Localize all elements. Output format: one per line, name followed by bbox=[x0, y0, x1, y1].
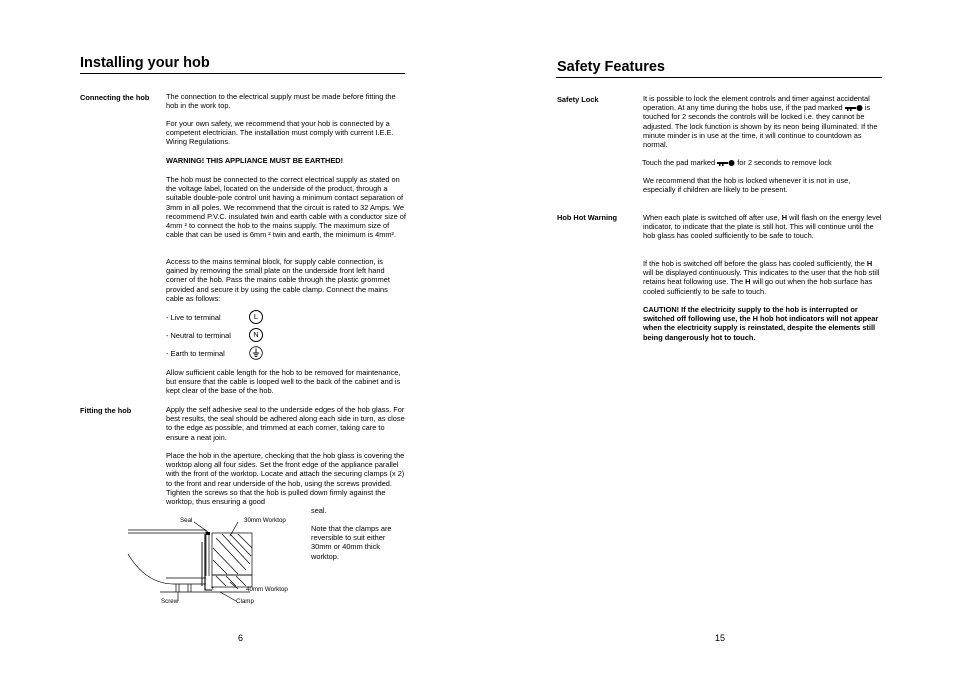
hob-hot-paragraph-1 bbox=[643, 213, 883, 241]
safety-lock-paragraph-2 bbox=[642, 158, 882, 167]
page-number: 6 bbox=[238, 633, 244, 643]
connecting-paragraph-5: Allow sufficient cable length for the hob to be removed for maintenance, but ensure that the cable is looped well to the back of the cabinet and is kept clear of the base of the hob. bbox=[166, 368, 401, 396]
hob-hot-paragraph-2 bbox=[643, 259, 883, 296]
svg-text:±: ± bbox=[211, 586, 214, 592]
connecting-paragraph-3: The hob must be connected to the correct electrical supply as stated on the voltage label, located on the underside of the product, through a suitable double-pole control unit having a minimum contact separation of 3mm in all poles. We recommend that the circuit is rated to 32 Amps. We recommend P.V.C. insulated twin and earth cable with a conductor size of 4mm ² to connect the hob to the mains supply. The maximum size of cable that can be used is 6mm ² twin and earth, the minimum is 4mm². bbox=[166, 175, 406, 240]
fitting-paragraph-2-end: seal. bbox=[311, 506, 327, 515]
hob-hot-p2-text-a: If the hob is switched off before the glass has cooled sufficiently, the bbox=[643, 259, 865, 268]
diagram-label-screw: Screw bbox=[161, 598, 179, 605]
hob-hot-p2-text-c: will go out when the hob surface has cooled sufficiently to be safe to touch. bbox=[643, 277, 873, 296]
caution-text: CAUTION! If the electricity supply to the hob is interrupted or switched off following use, the H hob hot indicators will not appear when the electricity supply is reinstated, despite the elements still being dangerously hot to touch. bbox=[643, 305, 879, 342]
connecting-paragraph-4: Access to the mains terminal block, for supply cable connection, is gained by removing the small plate on the underside front left hand corner of the hob. Pass the mains cable through the plastic grommet provided and secure it by using the cable clamp. Connect the mains cable as follows: bbox=[166, 257, 390, 303]
earth-icon bbox=[249, 346, 263, 360]
diagram-label-seal: Seal bbox=[180, 517, 193, 524]
terminal-earth-text: - Earth to terminal bbox=[166, 349, 225, 358]
section-label-fitting: Fitting the hob bbox=[80, 406, 132, 415]
section-label-connecting: Connecting the hob bbox=[80, 93, 150, 102]
fitting-paragraph-2: Place the hob in the aperture, checking that the hob glass is covering the worktop along all four sides. Set the front edge of the appliance parallel with the front of the worktop. Locate and attach the securing clamps (x 2) to the front and rear underside of the hob, using the screws provided. Tighten the screws so that the hob is pulled down firmly against the worktop, thus ensuring a good bbox=[166, 451, 405, 507]
hob-hot-p2-text-b: will be displayed continuously. This indicates to the user that the hob still retains heat following use. The bbox=[643, 268, 880, 287]
page-number: 15 bbox=[715, 633, 726, 643]
hob-hot-h: H bbox=[745, 277, 751, 287]
earth-warning: WARNING! THIS APPLIANCE MUST BE EARTHED! bbox=[166, 156, 344, 165]
title-rule bbox=[556, 77, 882, 78]
diagram-label-40mm-worktop: 40mm Worktop bbox=[246, 586, 288, 593]
connecting-paragraph-1: The connection to the electrical supply must be made before fitting the hob in the work top. bbox=[166, 92, 396, 111]
page-title: Safety Features bbox=[557, 59, 665, 75]
key-icon bbox=[845, 105, 863, 111]
title-rule bbox=[80, 73, 405, 74]
hob-hot-text-b: will flash on the energy level indicator, to indicate that the plate is still hot. This will continue until the hob glass has cooled sufficiently to be safe to touch. bbox=[643, 213, 882, 241]
safety-lock-text-a: It is possible to lock the element controls and timer against accidental operation. At any time during the hobs use, if the pad marked bbox=[643, 94, 870, 113]
hob-hot-h: H bbox=[866, 259, 873, 268]
fitting-paragraph-1: Apply the self adhesive seal to the underside edges of the hob glass. For best results, the seal should be adhered along each side in turn, as close to the edge as possible, and trimmed at each corner, taking care to ensure a neat join. bbox=[166, 405, 405, 442]
terminal-live-text: - Live to terminal bbox=[166, 313, 221, 322]
diagram-label-clamp: Clamp bbox=[236, 598, 254, 605]
remove-lock-text-a: Touch the pad marked bbox=[642, 158, 716, 167]
section-label-safety-lock: Safety Lock bbox=[557, 95, 599, 104]
installation-diagram bbox=[126, 514, 296, 610]
connecting-paragraph-2: For your own safety, we recommend that your hob is connected by a competent electrician. The installation must comply with current I.E.E. Wiring Regulations. bbox=[166, 119, 394, 147]
safety-lock-paragraph-3: We recommend that the hob is locked whenever it is not in use, especially if children are likely to be present. bbox=[643, 176, 851, 195]
diagram-label-30mm-worktop: 30mm Worktop bbox=[244, 517, 286, 524]
page-title: Installing your hob bbox=[80, 55, 210, 71]
remove-lock-text-b: for 2 seconds to remove lock bbox=[737, 158, 832, 167]
key-icon bbox=[717, 160, 735, 166]
neutral-terminal-symbol: N bbox=[249, 328, 263, 342]
hob-hot-text-a: When each plate is switched off after use, bbox=[643, 213, 780, 222]
section-label-hob-hot: Hob Hot Warning bbox=[557, 213, 618, 222]
hob-hot-h: H bbox=[781, 213, 788, 222]
terminal-neutral-text: - Neutral to terminal bbox=[166, 331, 231, 340]
safety-lock-text-b: is touched for 2 seconds the controls will be locked i.e. they cannot be adjusted. The lock function is shown by its neon being illuminated. If the minute minder is in use at the time, it will continue to countdown as normal. bbox=[643, 103, 878, 150]
right-page bbox=[477, 0, 954, 674]
live-terminal-symbol: L bbox=[249, 310, 263, 324]
clamp-note: Note that the clamps are reversible to suit either 30mm or 40mm thick worktop. bbox=[311, 524, 392, 561]
safety-lock-paragraph-1 bbox=[643, 94, 883, 149]
